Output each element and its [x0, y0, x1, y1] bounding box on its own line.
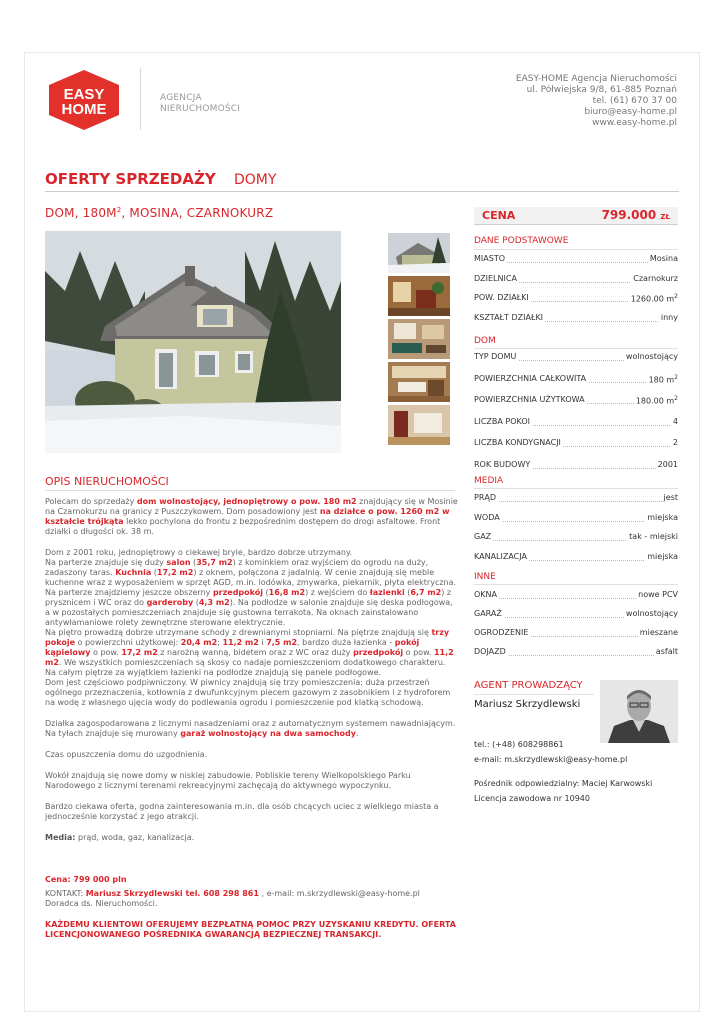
description-segment: Kuchnia	[115, 568, 152, 577]
detail-row	[474, 513, 678, 525]
description-segment: znajdujący się w Mosinie na Czarnokurzu na granicy z Puszczykowem. Dom posadowiony jest	[45, 497, 458, 516]
detail-key: POWIERZCHNIA CAŁKOWITA	[474, 373, 587, 383]
description-spacer	[45, 854, 458, 864]
agency-line1: AGENCJA	[160, 93, 202, 103]
description-segment: Działka zagospodarowana z licznymi nasadzeniami oraz z automatycznym systemem nawadniającym.	[45, 719, 456, 728]
detail-value: asfalt	[655, 647, 678, 656]
description-segment: Na parterze znajduje się duży	[45, 558, 167, 567]
contact-name: EASY-HOME Agencja Nieruchomości	[515, 74, 677, 84]
detail-row	[474, 590, 678, 602]
detail-value: tak - miejski	[629, 532, 678, 541]
description-segment: garaż wolnostojący na dwa samochody	[180, 729, 356, 738]
section-title: OFERTY SPRZEDAŻY	[45, 170, 216, 188]
detail-value: 4	[672, 416, 678, 426]
group-basic-divider	[474, 249, 678, 250]
detail-value: wolnostojący	[625, 352, 678, 361]
thumbnail-strip	[388, 233, 450, 448]
detail-row	[474, 374, 678, 386]
description-divider	[45, 490, 455, 491]
description-paragraph-6: Bardzo ciekawa oferta, godna zainteresowania m.in. dla osób chcących uciec z wielkiego miasta a jednocześnie korzystać z jego atrakcji.	[45, 802, 439, 821]
description-segment: ) z prysznicem i WC oraz do	[45, 588, 452, 607]
detail-value: Mosina	[649, 254, 678, 263]
thumbnail-3[interactable]	[388, 319, 450, 359]
detail-row	[474, 293, 678, 305]
logo-line1: EASY	[63, 86, 105, 103]
detail-key: DZIELNICA	[474, 273, 517, 283]
detail-value: mieszane	[639, 628, 678, 637]
contact-phone[interactable]: tel. (61) 670 37 00	[592, 96, 677, 106]
description-paragraph-5: Wokół znajdują się nowe domy w niskiej zabudowie. Pobliskie tereny Wielkopolskiego Parku Narodowego z licznymi terenami rekreacyjnymi zachęcają do aktywnego wypoczynku.	[45, 771, 411, 790]
description-segment: trzy pokoje	[45, 628, 450, 647]
description-segment: . We wszystkich pomieszczeniach są skosy co nadaje pomieszczeniom dodatkowego charakteru. Na całym piętrze za wyjątkiem łazienki na podłodze znajdują się panele podłogowe.	[45, 658, 446, 677]
description-segment: łazienki	[369, 588, 405, 597]
description-media: Media: prąd, woda, gaz, kanalizacja.	[45, 833, 195, 842]
description-paragraph-3	[45, 719, 458, 739]
description-segment: 11,2 m2	[222, 638, 259, 647]
detail-key: GAZ	[474, 532, 492, 541]
detail-value: 180.00 $m^2$	[635, 395, 678, 406]
description-segment: Na piętro prowadzą dobrze utrzymane schody z drewnianymi stopniami. Na piętrze znajdują się	[45, 628, 432, 637]
detail-value: 2001	[657, 459, 678, 469]
detail-key: KSZTAŁT DZIAŁKI	[474, 312, 544, 322]
description-segment: Na parterze znajdziemy jeszcze obszerny	[45, 588, 213, 597]
description-segment: 6,7 m2	[410, 588, 442, 597]
row-leader-dots	[474, 501, 678, 502]
price-box	[474, 207, 678, 225]
detail-key: LICZBA POKOI	[474, 416, 530, 426]
description-segment: ) z kominkiem oraz wyjściem do ogrodu na duży, zadaszony taras.	[45, 558, 429, 577]
detail-key: KANALIZACJA	[474, 551, 527, 561]
description-price: Cena: 799 000 pln	[45, 875, 127, 884]
description-segment: 4,3 m2	[198, 598, 230, 607]
group-other-divider	[474, 584, 678, 585]
detail-key: MIASTO	[474, 254, 505, 263]
thumbnail-4[interactable]	[388, 362, 450, 402]
detail-key: POWIERZCHNIA UŻYTKOWA	[474, 395, 585, 404]
detail-key: LICZBA KONDYGNACJI	[474, 438, 561, 447]
agent-title: AGENT PROWADZĄCY	[474, 680, 583, 691]
description-segment: (	[151, 568, 157, 577]
group-media-divider	[474, 488, 678, 489]
description-segment: przedpokój	[212, 588, 263, 597]
detail-value: wolnostojący	[625, 609, 678, 618]
description-segment: .	[356, 729, 359, 738]
detail-key: OGRODZENIE	[474, 628, 529, 637]
contact-website[interactable]: www.easy-home.pl	[592, 118, 677, 128]
detail-key: ROK BUDOWY	[474, 459, 531, 469]
description-segment: Dom z 2001 roku, jednopiętrowy o ciekawej bryle, bardzo dobrze utrzymany.	[45, 548, 353, 557]
detail-value: miejska	[647, 551, 678, 561]
description-paragraph-1	[45, 497, 458, 537]
detail-value: 2	[672, 438, 678, 447]
description-segment: (	[262, 588, 269, 597]
agent-license: Licencja zawodowa nr 10940	[474, 794, 590, 803]
detail-value: Czarnokurz	[633, 273, 678, 283]
contact-address: ul. Półwiejska 9/8, 61-885 Poznań	[526, 85, 677, 95]
description-contact: KONTAKT: Mariusz Skrzydlewski tel. 608 298 861 , e-mail: m.skrzydlewski@easy-home.pl Doradca ds. Nieruchomości.	[45, 889, 420, 908]
description-segment: dom wolnostojący, jednopiętrowy o pow. 180 m2	[136, 497, 357, 506]
description-paragraph-4: Czas opuszczenia domu do uzgodnienia.	[45, 750, 208, 759]
thumbnail-2[interactable]	[388, 276, 450, 316]
agent-broker: Pośrednik odpowiedzialny: Maciej Karwowski	[474, 779, 653, 788]
group-other-title: INNE	[474, 572, 496, 582]
description-segment: (	[404, 588, 411, 597]
description-segment: 7,5 m2	[266, 638, 298, 647]
detail-value: 1260.00 $m^2$	[630, 293, 678, 304]
detail-value: jest	[663, 493, 678, 502]
agent-phone[interactable]: tel.: (+48) 608298861	[474, 740, 564, 749]
agent-name: Mariusz Skrzydlewski	[474, 699, 581, 710]
description-segment: salon	[166, 558, 191, 567]
detail-row	[474, 460, 678, 472]
detail-row	[474, 438, 678, 450]
section-subtitle: DOMY	[234, 172, 277, 188]
description-segment: Dom jest częściowo podpiwniczony. W piwnicy znajdują się trzy pomieszczenia: duża przestrzeń ogólnego przeznaczenia, kotłownia z dwufunkcyjnym piecem gazowym z zasobnikiem i z hydroforem na wodę z własnego ujęcia wody do podlewania ogrodu i pomieszczenie pod klatką schodową.	[45, 678, 451, 707]
detail-row	[474, 313, 678, 325]
description-segment: 17,2 m2	[121, 648, 158, 657]
group-basic-title: DANE PODSTAWOWE	[474, 236, 569, 246]
detail-key: GARAŻ	[474, 609, 502, 618]
detail-value: 180 $m^2$	[648, 373, 678, 385]
detail-row	[474, 352, 678, 364]
description-segment: garderoby	[146, 598, 194, 607]
agent-divider	[474, 694, 594, 695]
description-segment: , bardzo duża łazienka -	[297, 638, 395, 647]
detail-row	[474, 609, 678, 621]
detail-key: TYP DOMU	[474, 352, 517, 361]
contact-email[interactable]: biuro@easy-home.pl	[584, 107, 677, 117]
detail-value: miejska	[647, 512, 678, 522]
description-segment: o powierzchni użytkowej:	[75, 638, 181, 647]
description-segment: o pow.	[403, 648, 434, 657]
description-body	[45, 497, 458, 951]
detail-row	[474, 493, 678, 505]
description-title: OPIS NIERUCHOMOŚCI	[45, 475, 169, 488]
detail-value: inny	[660, 312, 678, 322]
logo-line2: HOME	[61, 101, 107, 118]
logo-divider	[140, 68, 141, 130]
agency-line2: NIERUCHOMOŚCI	[160, 104, 241, 114]
description-segment: przedpokój	[353, 648, 404, 657]
detail-row	[474, 552, 678, 564]
detail-row	[474, 628, 678, 640]
description-warning: KAŻDEMU KLIENTOWI OFERUJEMY BEZPŁATNĄ POMOC PRZY UZYSKANIU KREDYTU. OFERTA LICENCJONOWANEGO POŚREDNIKA GWARANCJĄ BEZPIECZNEJ TRANSAKCJI.	[45, 920, 456, 939]
agent-photo	[600, 680, 678, 743]
detail-row	[474, 647, 678, 659]
description-segment: 17,2 m2	[156, 568, 194, 577]
description-segment: na działce o pow. 1260 m2 w kształcie trójkąta	[45, 507, 450, 526]
description-segment: ). Na podłodze w salonie znajduje się deska podłogowa, a w pozostałych pomieszczeniach znajduje się gustowna terrakota. Na oknach zainstalowano antywłamaniowe rolety zewnętrzne sterowane elektrycznie.	[45, 598, 453, 627]
description-segment: o pow.	[90, 648, 122, 657]
detail-key: OKNA	[474, 590, 497, 599]
detail-value: nowe PCV	[638, 590, 678, 599]
detail-row	[474, 532, 678, 544]
description-segment: (	[193, 598, 199, 607]
description-segment: pokój kąpielowy	[45, 638, 420, 657]
detail-key: DOJAZD	[474, 647, 506, 656]
agency-name	[160, 93, 240, 115]
thumbnail-1[interactable]	[388, 233, 450, 273]
description-segment: ;	[217, 638, 223, 647]
detail-row	[474, 417, 678, 429]
agent-email[interactable]: e-mail: m.skrzydlewski@easy-home.pl	[474, 755, 628, 764]
title-divider	[45, 191, 679, 192]
detail-key: POW. DZIAŁKI	[474, 293, 529, 302]
thumbnail-5[interactable]	[388, 405, 450, 445]
description-paragraph-2	[45, 548, 458, 708]
group-media-title: MEDIA	[474, 476, 504, 486]
group-house-divider	[474, 348, 678, 349]
detail-key: WODA	[474, 512, 500, 522]
description-segment: (	[190, 558, 197, 567]
description-segment: 20,4 m2	[180, 638, 218, 647]
detail-row	[474, 395, 678, 407]
description-segment: ) z oknem, połączona z jadalnią. W cenie znajdują się meble kuchenne wraz z wyposażeniem w sprzęt AGD, m.in. lodówka, zmywarka, piekarnik, płyta elektryczna.	[45, 568, 457, 587]
description-segment: ) z wejściem do	[305, 588, 370, 597]
description-segment: i	[258, 638, 267, 647]
house-photo-image	[45, 231, 341, 453]
main-photo[interactable]	[45, 231, 341, 453]
agency-contact	[516, 74, 677, 129]
agent-portrait-image	[600, 680, 678, 743]
group-house-title: DOM	[474, 336, 496, 346]
description-segment: z narożną wanną, bidetem oraz z WC oraz duży	[157, 648, 354, 657]
easy-home-logo[interactable]	[46, 69, 122, 131]
detail-row	[474, 254, 678, 266]
description-segment: 11,2 m2	[45, 648, 454, 667]
description-segment: Polecam do sprzedaży	[45, 497, 137, 506]
detail-row	[474, 274, 678, 286]
logo-hexagon-icon	[46, 69, 122, 131]
description-segment: Na tyłach znajduje się murowany	[45, 729, 181, 738]
price-value: 799.000 ZŁ	[601, 208, 670, 222]
description-segment: 35,7 m2	[196, 558, 233, 567]
description-segment: 16,8 m2	[268, 588, 306, 597]
detail-key: PRĄD	[474, 493, 497, 502]
description-segment: lekko pochylona do frontu z bezpośrednim dostępem do drogi asfaltowe. Front działki o długości ok. 38 m.	[45, 517, 441, 536]
price-label: CENA	[482, 209, 516, 222]
listing-title: DOM, $180M^2$, MOSINA, CZARNOKURZ	[45, 206, 274, 220]
